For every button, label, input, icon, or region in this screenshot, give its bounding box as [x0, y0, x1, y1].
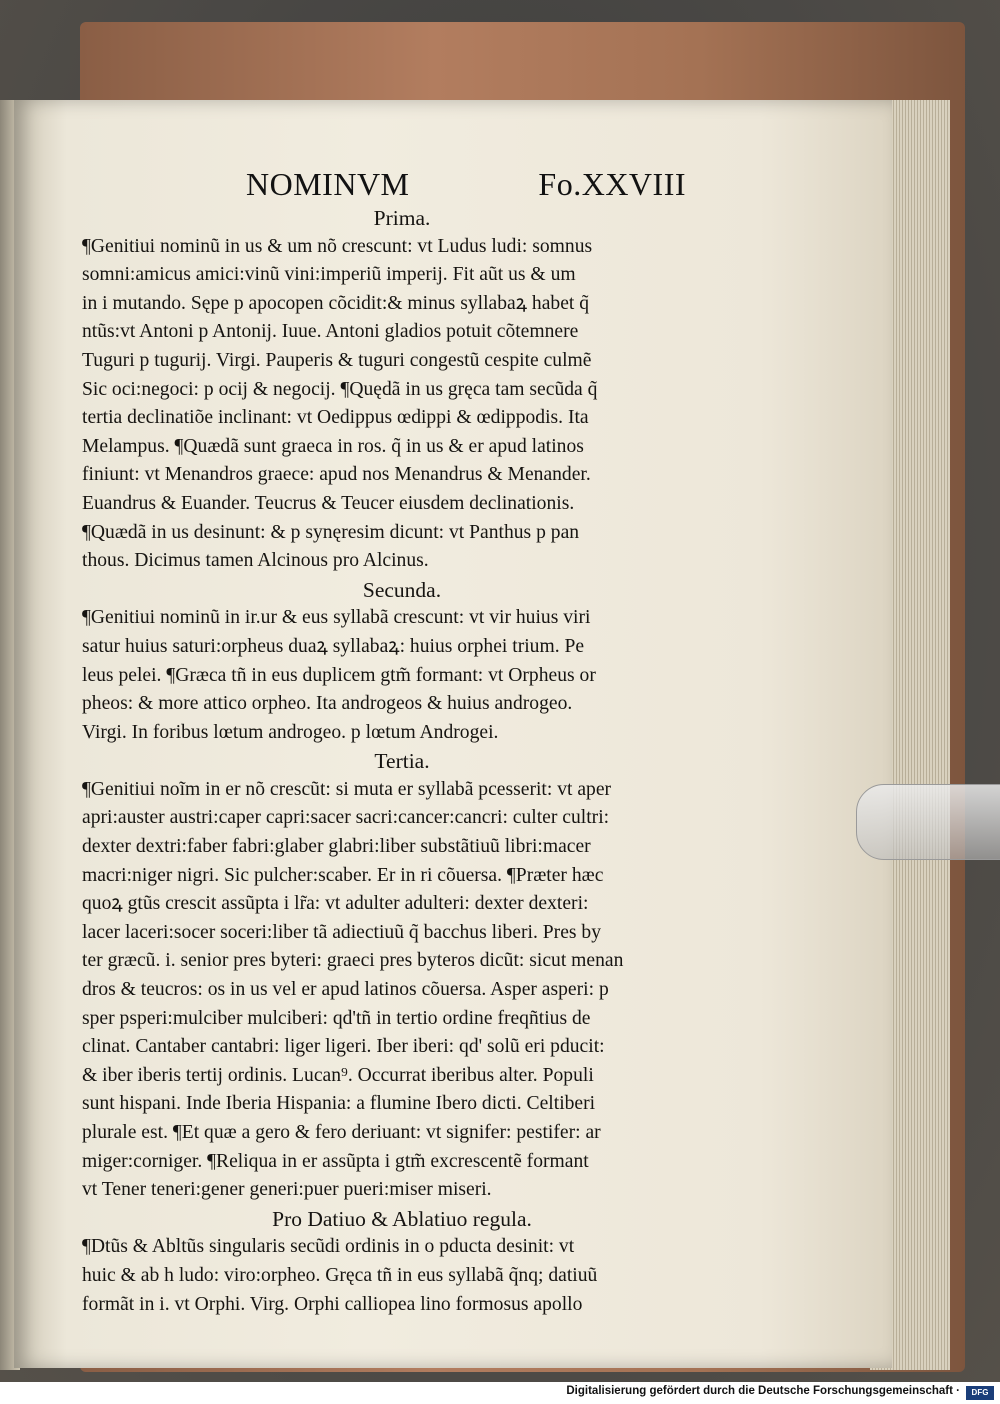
text-line: leus pelei. ¶Græca tñ in eus duplicem gtm̃ formant: vt Orpheus or: [82, 664, 596, 686]
text-line: satur huius saturi:orpheus duaꝝ syllabaꝝ: huius orphei trium. Pe: [82, 635, 585, 657]
funding-credit: Digitalisierung gefördert durch die Deutsche Forschungsgemeinschaft ·: [566, 1385, 960, 1397]
section-heading: Pro Datiuo & Ablatiuo regula.: [272, 1206, 532, 1231]
text-line: lacer laceri:socer soceri:liber tã adiectiuũ q̃ bacchus liberi. Pres by: [82, 921, 602, 943]
section-heading: Prima.: [373, 206, 431, 230]
text-line: macri:niger nigri. Sic pulcher:scaber. Er in ri cõuersa. ¶Præter hæc: [82, 864, 604, 886]
text-line: dros & teucros: os in us vel er apud latinos cõuersa. Asper asperi: p: [82, 979, 609, 1001]
text-line: Tuguri p tugurij. Virgi. Pauperis & tuguri congestũ cespite culmẽ: [82, 349, 592, 371]
text-line: Melampus. ¶Quædã sunt graeca in ros. q̃ in us & er apud latinos: [82, 435, 584, 457]
text-line: ¶Genitiui nominũ in ir.ur & eus syllabã crescunt: vt vir huius viri: [82, 607, 591, 629]
text-line: dexter dextri:faber fabri:glaber glabri:liber substãtiuũ libri:macer: [82, 836, 591, 858]
text-line: Euandrus & Euander. Teucrus & Teucer eiusdem declinationis.: [82, 492, 575, 514]
text-line: finiunt: vt Menandros graece: apud nos Menandrus & Menander.: [82, 464, 591, 486]
text-line: somni:amicus amici:vinũ vini:imperiũ imperij. Fit aũt us & um: [82, 264, 576, 286]
page-clip: [856, 784, 1000, 860]
text-line: ter græcũ. i. senior pres byteri: graeci pres byteros dicũt: sicut menan: [82, 950, 624, 972]
folio-number: Fo.XXVIII: [538, 166, 686, 202]
text-line: Sic oci:negoci: p ocij & negocij. ¶Quędã in us gręca tam secũda q̃: [82, 378, 598, 400]
text-line: ntũs:vt Antoni p Antonij. Iuue. Antoni gladios potuit cõtemnere: [82, 321, 579, 343]
text-line: sper psperi:mulciber mulciberi: qd'tñ in tertio ordine freqñtius de: [82, 1007, 591, 1029]
text-line: plurale est. ¶Et quæ a gero & fero deriuant: vt signifer: pestifer: ar: [82, 1122, 601, 1143]
text-line: formãt in i. vt Orphi. Virg. Orphi calliopea lino formosus apollo: [82, 1293, 583, 1315]
text-line: vt Tener teneri:gener generi:puer pueri:miser miseri.: [82, 1179, 492, 1201]
text-line: miger:corniger. ¶Reliqua in er assũpta i gtm̃ excrescentẽ formant: [82, 1150, 589, 1172]
text-line: Virgi. In foribus lœtum androgeo. p lœtum Androgei.: [82, 721, 499, 743]
text-line: ¶Genitiui nominũ in us & um nõ crescunt: vt Ludus ludi: somnus: [82, 235, 593, 257]
header-title: NOMINVM: [246, 166, 410, 202]
text-line: ¶Genitiui noĩm in er nõ crescũt: si muta er syllabã pcesserit: vt aper: [82, 778, 612, 800]
text-line: thous. Dicimus tamen Alcinous pro Alcinus.: [82, 550, 429, 572]
page-text: [82, 204, 722, 1319]
text-line: huic & ab h ludo: viro:orpheo. Gręca tñ in eus syllabã q̃nq; datiuũ: [82, 1264, 598, 1286]
text-line: sunt hispani. Inde Iberia Hispania: a flumine Ibero dicti. Celtiberi: [82, 1093, 596, 1115]
section-heading: Secunda.: [362, 577, 442, 602]
text-line: & iber iberis tertij ordinis. Lucan⁹. Occurrat iberibus alter. Populi: [82, 1064, 594, 1086]
text-line: ¶Dtũs & Abltũs singularis secũdi ordinis in o pducta desinit: vt: [82, 1236, 575, 1258]
section-heading: Tertia.: [374, 749, 430, 774]
text-line: apri:auster austri:caper capri:sacer sacri:cancer:cancri: culter cultri:: [82, 807, 610, 829]
footer-bar: [0, 1382, 1000, 1404]
text-line: quoꝝ gtũs crescit assũpta i lr̃a: vt adulter adulteri: dexter dexteri:: [82, 893, 589, 915]
text-line: pheos: & more attico orpheo. Ita androgeos & huius androgeo.: [82, 693, 573, 715]
text-line: tertia declinatiõe inclinant: vt Oedippus œdippi & œdippodis. Ita: [82, 407, 589, 429]
dfg-logo: DFG: [966, 1386, 994, 1400]
text-line: clinat. Cantaber cantabri: liger ligeri. Iber iberi: qd' solũ eri pducit:: [82, 1036, 605, 1058]
text-line: ¶Quædã in us desinunt: & p synęresim dicunt: vt Panthus p pan: [82, 521, 580, 543]
text-line: in i mutando. Sępe p apocopen cõcidit:& minus syllabaꝝ habet q̃: [82, 292, 590, 314]
running-header: [246, 166, 686, 206]
